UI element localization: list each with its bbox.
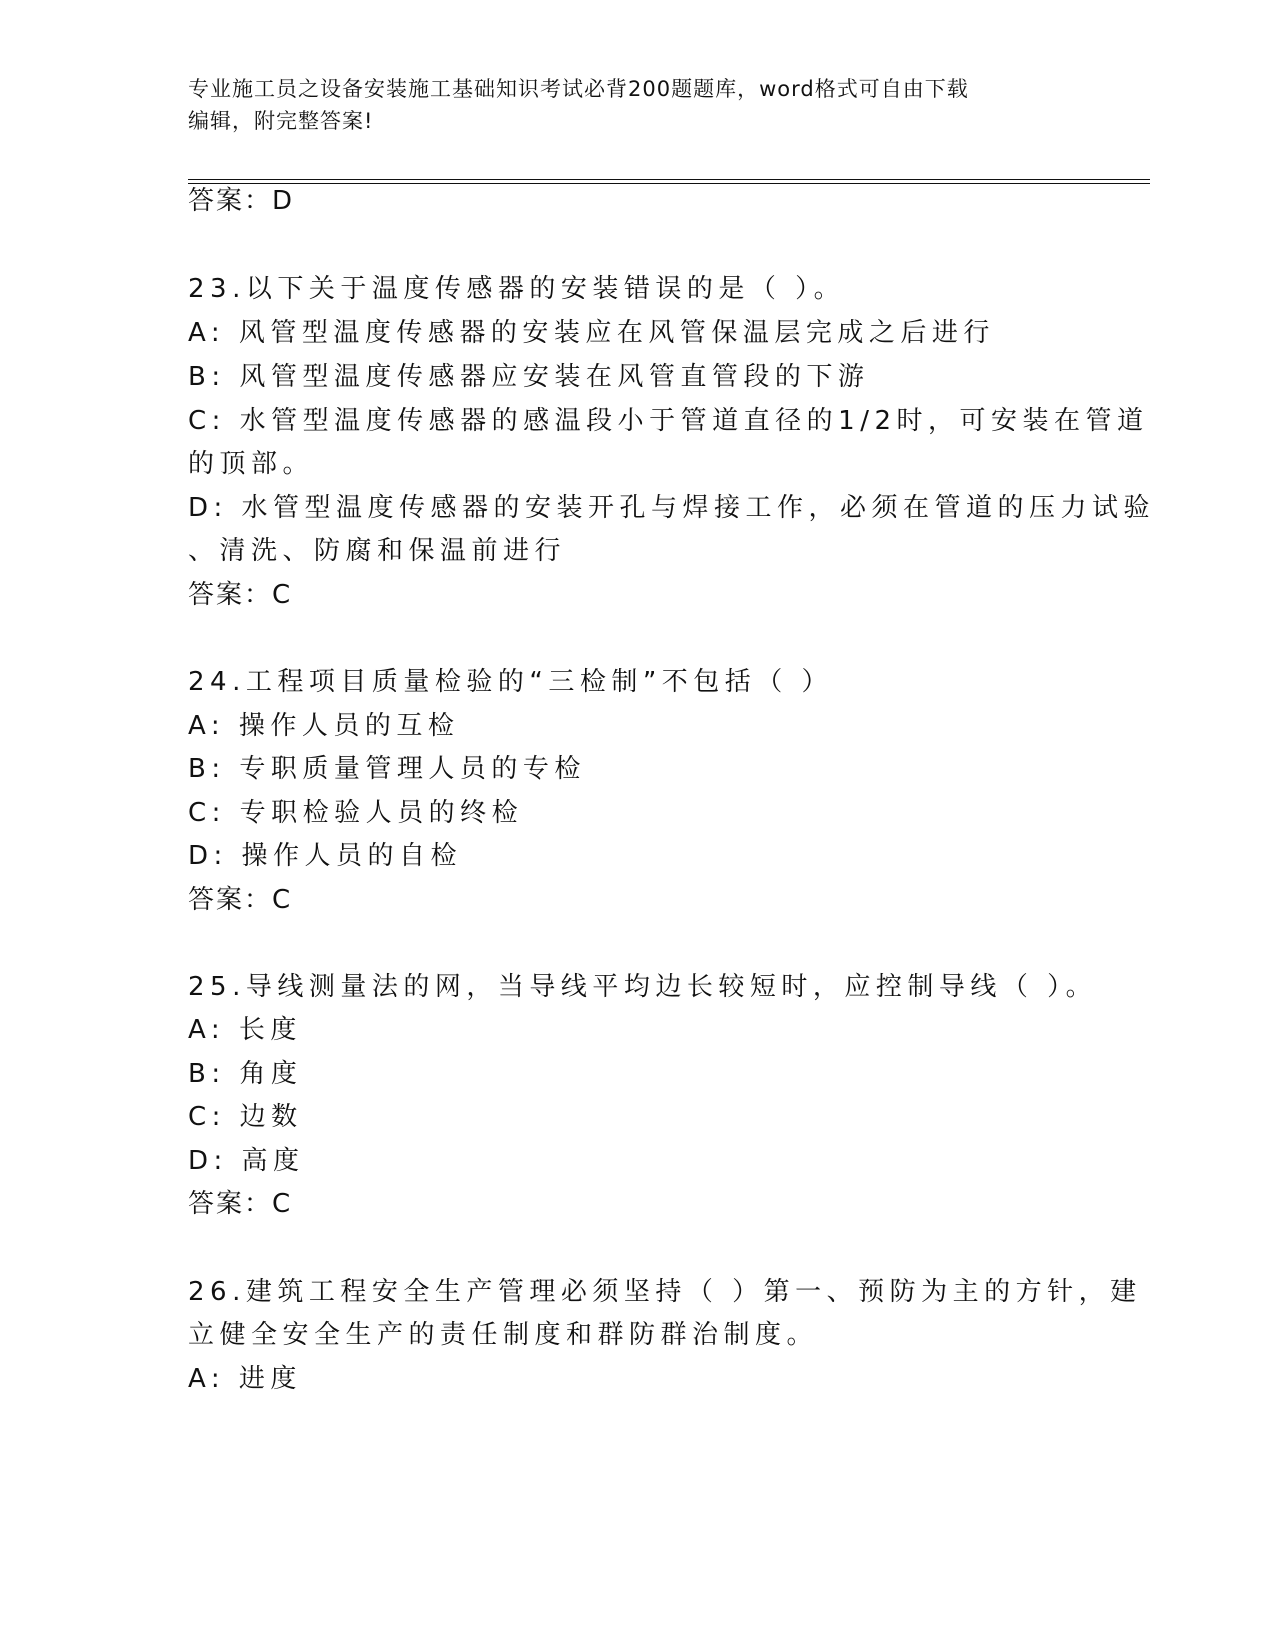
header-line-2: 编辑，附完整答案! (188, 109, 374, 133)
question-23-option-c: C: 水管型温度传感器的感温段小于管道直径的1/2时，可安装在管道 (188, 406, 1149, 436)
question-25-option-a: A: 长度 (188, 1015, 302, 1045)
answer-25: 答案：C (188, 1189, 293, 1219)
question-26: 26.建筑工程安全生产管理必须坚持（ ）第一、预防为主的方针，建 (188, 1277, 1142, 1307)
question-24-option-a: A: 操作人员的互检 (188, 711, 460, 741)
question-25: 25.导线测量法的网，当导线平均边长较短时，应控制导线（ ）。 (188, 972, 1098, 1002)
header-divider-bottom (188, 183, 1150, 184)
answer-23: 答案：C (188, 580, 293, 610)
question-25-option-d: D: 高度 (188, 1146, 305, 1176)
document-header (188, 73, 1088, 137)
question-23-option-d-continued: 、清洗、防腐和保温前进行 (188, 536, 567, 566)
question-24: 24.工程项目质量检验的“三检制”不包括（ ） (188, 667, 834, 697)
question-26-option-a: A: 进度 (188, 1364, 302, 1394)
answer-22: 答案：D (188, 186, 295, 216)
header-divider-top (188, 179, 1150, 180)
question-25-option-c: C: 边数 (188, 1102, 303, 1132)
question-23-option-a: A: 风管型温度传感器的安装应在风管保温层完成之后进行 (188, 318, 995, 348)
question-23-option-b: B: 风管型温度传感器应安装在风管直管段的下游 (188, 362, 870, 392)
question-24-option-d: D: 操作人员的自检 (188, 841, 463, 871)
header-line-1: 专业施工员之设备安装施工基础知识考试必背200题题库，word格式可自由下载 (188, 77, 969, 101)
question-23: 23.以下关于温度传感器的安装错误的是（ ）。 (188, 274, 846, 304)
question-25-option-b: B: 角度 (188, 1059, 303, 1089)
question-24-option-c: C: 专职检验人员的终检 (188, 798, 524, 828)
question-23-option-c-continued: 的顶部。 (188, 449, 315, 479)
question-23-option-d: D: 水管型温度传感器的安装开孔与焊接工作，必须在管道的压力试验 (188, 493, 1156, 523)
answer-24: 答案：C (188, 885, 293, 915)
question-24-option-b: B: 专职质量管理人员的专检 (188, 754, 586, 784)
question-26-continued: 立健全安全生产的责任制度和群防群治制度。 (188, 1320, 819, 1350)
